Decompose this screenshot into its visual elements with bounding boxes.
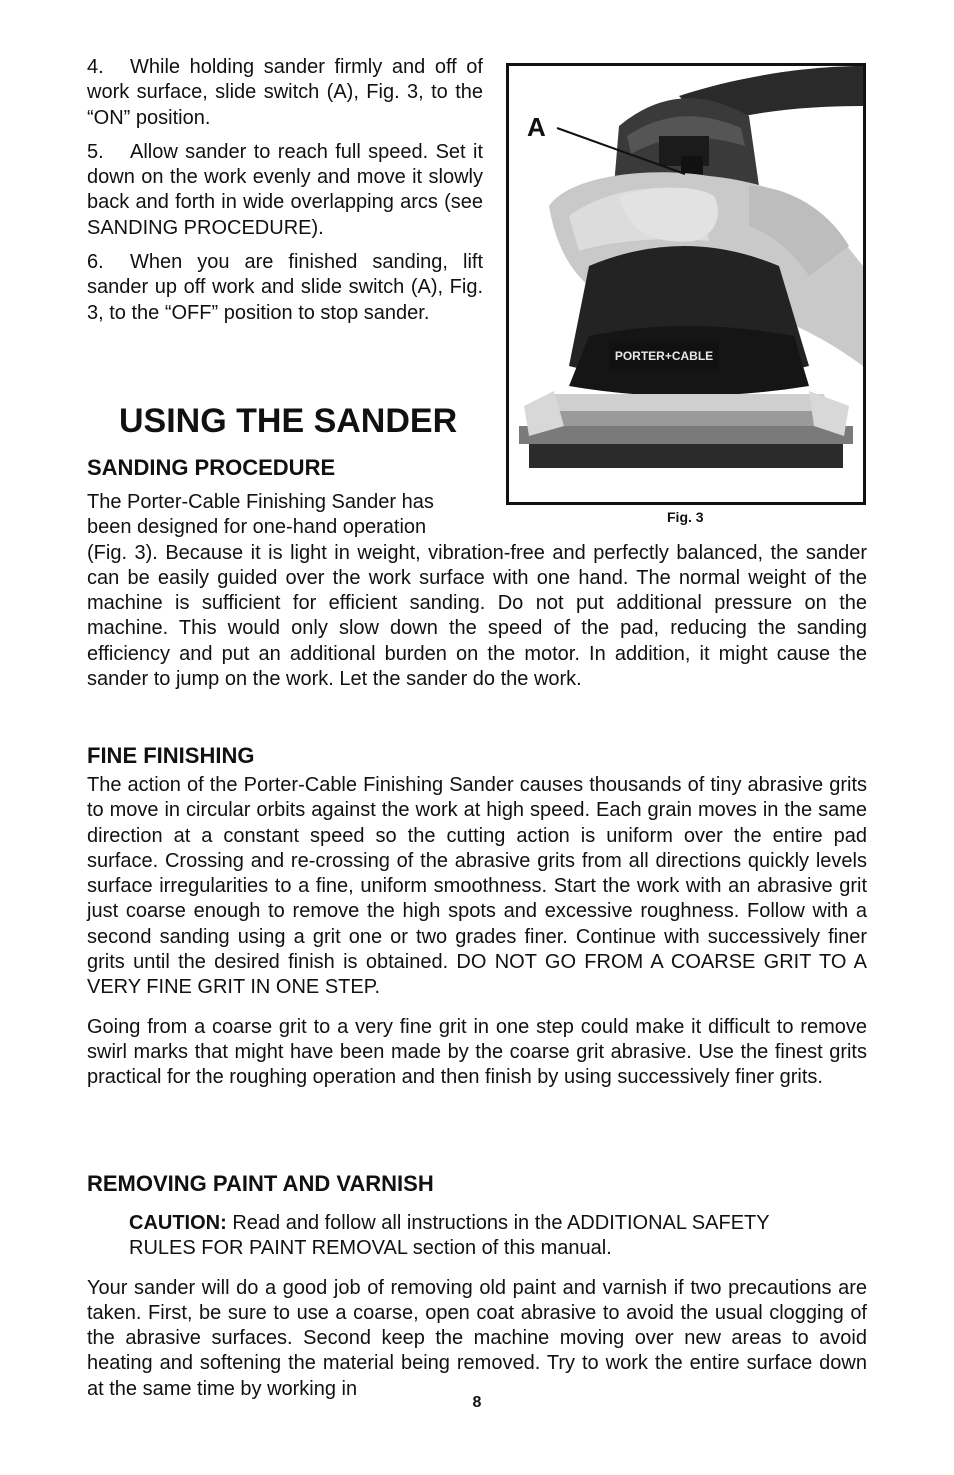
sanding-procedure-heading: SANDING PROCEDURE: [87, 455, 336, 480]
step-6: 6. When you are finished sanding, lift sander up off work and slide switch (A), Fig. 3, to the “OFF” position to stop sander.: [87, 251, 483, 324]
fine-finishing-para-1: The action of the Porter-Cable Finishing Sander causes thousands of tiny abrasive grits to move in circular orbits against the work at high speed. Each grain moves in the same direction at a constant speed so the cutting action is uniform over the entire pad surface. Crossing and re-crossing of the abrasive grits from all directions quickly levels surface irregularities to a fine, uniform smoothness. Start the work with an abrasive grit just coarse enough to remove the high spots and excessive roughness. Follow with a second sanding using a grit one or two grades finer. Continue with successively finer grits until the desired finish is obtained. DO NOT GO FROM A COARSE GRIT TO A VERY FINE GRIT IN ONE STEP.: [87, 774, 867, 999]
figure-caption: Fig. 3: [667, 509, 704, 525]
page-number: 8: [472, 1394, 482, 1411]
step-4: 4. While holding sander firmly and off of work surface, slide switch (A), Fig. 3, to the “ON” position.: [87, 56, 483, 129]
fine-finishing-heading: FINE FINISHING: [87, 743, 255, 768]
caution-note: CAUTION: Read and follow all instructions in the ADDITIONAL SAFETY RULES FOR PAINT REMOVAL section of this manual.: [129, 1212, 770, 1260]
removing-paint-text: Your sander will do a good job of removing old paint and varnish if two precautions are taken. First, be sure to use a coarse, open coat abrasive to avoid the usual clogging of the abrasive surfaces. Second keep the machine moving over new areas to avoid heating and softening the material being removed. Try to work the entire surface down at the same time by working in: [87, 1276, 867, 1400]
sander-illustration: [509, 66, 863, 502]
caution-label: CAUTION:: [129, 1212, 227, 1234]
removing-paint-section: [87, 1171, 867, 1402]
operation-steps: [87, 55, 483, 335]
removing-paint-heading: REMOVING PAINT AND VARNISH: [87, 1171, 434, 1196]
figure-sander-photo: [506, 63, 866, 505]
step-5: 5. Allow sander to reach full speed. Set it down on the work evenly and move it slowly back and forth in wide overlapping arcs (see SANDING PROCEDURE).: [87, 140, 483, 239]
brand-label: PORTER+CABLE: [614, 349, 714, 363]
switch-label-a: A: [527, 112, 546, 142]
sanding-procedure-text: The Porter-Cable Finishing Sander has been designed for one-hand operation (Fig. 3). Because it is light in weight, vibration-free and perfectly balanced, the sander can be easily guided over the work surface with one hand. The normal weight of the machine is sufficient for efficient sanding. Do not put additional pressure on the machine. This would only slow down the speed of the pad, reducing the sanding efficiency and put an additional burden on the motor. In addition, it might cause the sander to jump on the work. Let the sander do the work.: [87, 491, 867, 691]
section-title: USING THE SANDER: [119, 402, 458, 440]
fine-finishing-section: [87, 743, 867, 1091]
fine-finishing-para-2: Going from a coarse grit to a very fine grit in one step could make it difficult to remove swirl marks that might have been made by the coarse grit abrasive. Use the finest grits practical for the roughing operation and then finish by using successively finer grits.: [87, 1015, 867, 1089]
